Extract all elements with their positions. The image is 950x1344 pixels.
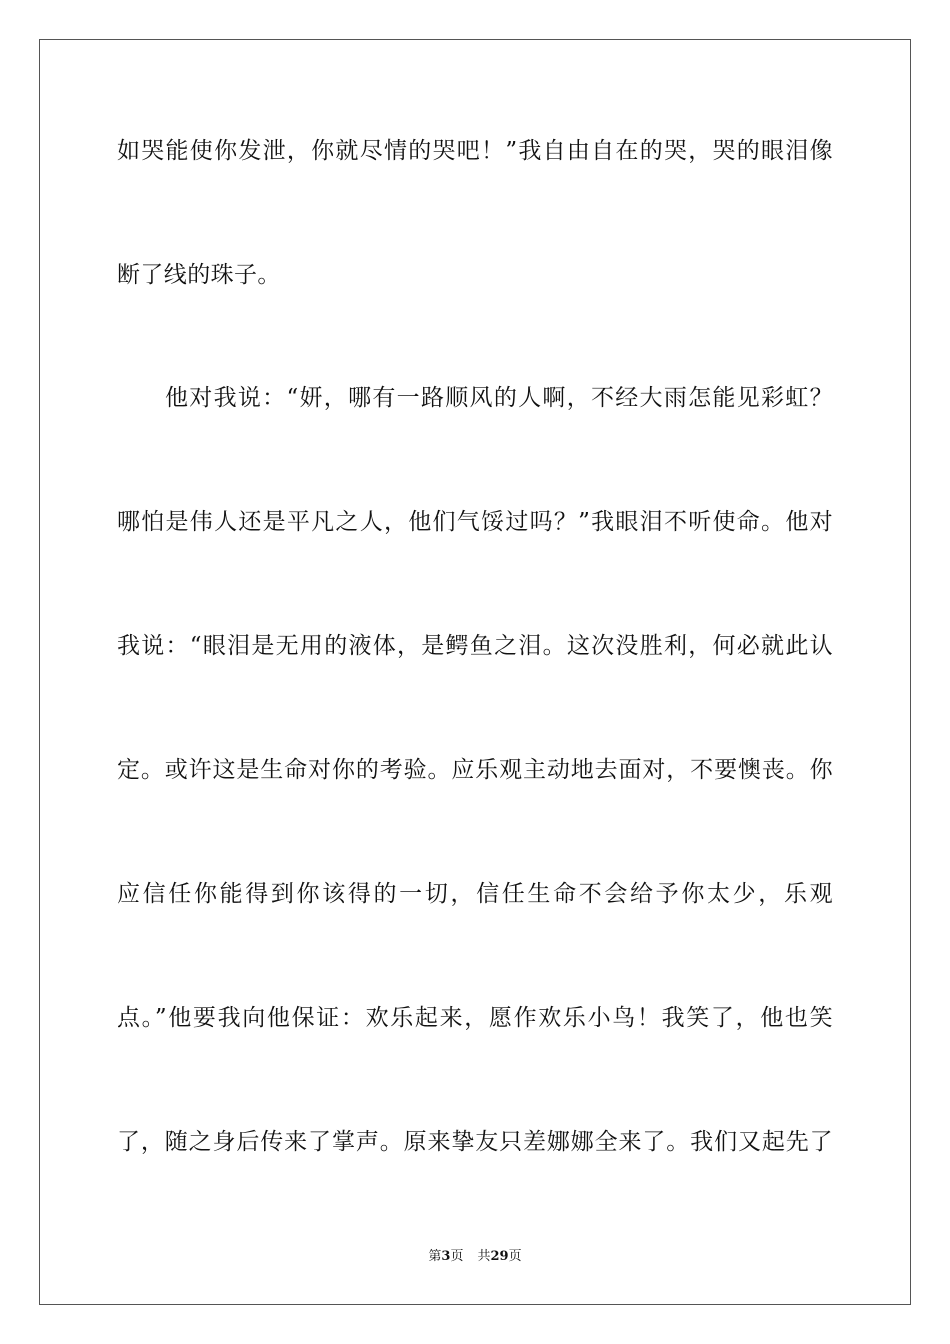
paragraph-line-1: 如哭能使你发泄，你就尽情的哭吧！”我自由自在的哭，哭的眼泪像 [117,138,833,164]
paragraph-line-6: 定。或许这是生命对你的考验。应乐观主动地去面对，不要懊丧。你 [117,757,833,783]
paragraph-line-5: 我说：“眼泪是无用的液体，是鳄鱼之泪。这次没胜利，何必就此认 [117,633,833,659]
total-prefix: 共 [477,1249,491,1264]
total-suffix: 页 [508,1249,522,1264]
total-pages: 29 [490,1249,509,1264]
page-number: 3 [441,1249,451,1264]
paragraph-line-3: 他对我说：“妍，哪有一路顺风的人啊，不经大雨怎能见彩虹？ [165,385,833,411]
paragraph-line-8: 点。”他要我向他保证：欢乐起来，愿作欢乐小鸟！我笑了，他也笑 [117,1005,833,1031]
page-prefix: 第 [428,1249,442,1264]
page-suffix: 页 [450,1249,464,1264]
paragraph-line-2: 断了线的珠子。 [117,262,281,288]
paragraph-line-4: 哪怕是伟人还是平凡之人，他们气馁过吗？”我眼泪不听使命。他对 [117,509,833,535]
paragraph-line-7: 应信任你能得到你该得的一切，信任生命不会给予你太少，乐观 [117,881,833,907]
page-border [39,39,911,1305]
paragraph-line-9: 了，随之身后传来了掌声。原来挚友只差娜娜全来了。我们又起先了 [117,1129,833,1155]
page-footer [0,1249,950,1265]
